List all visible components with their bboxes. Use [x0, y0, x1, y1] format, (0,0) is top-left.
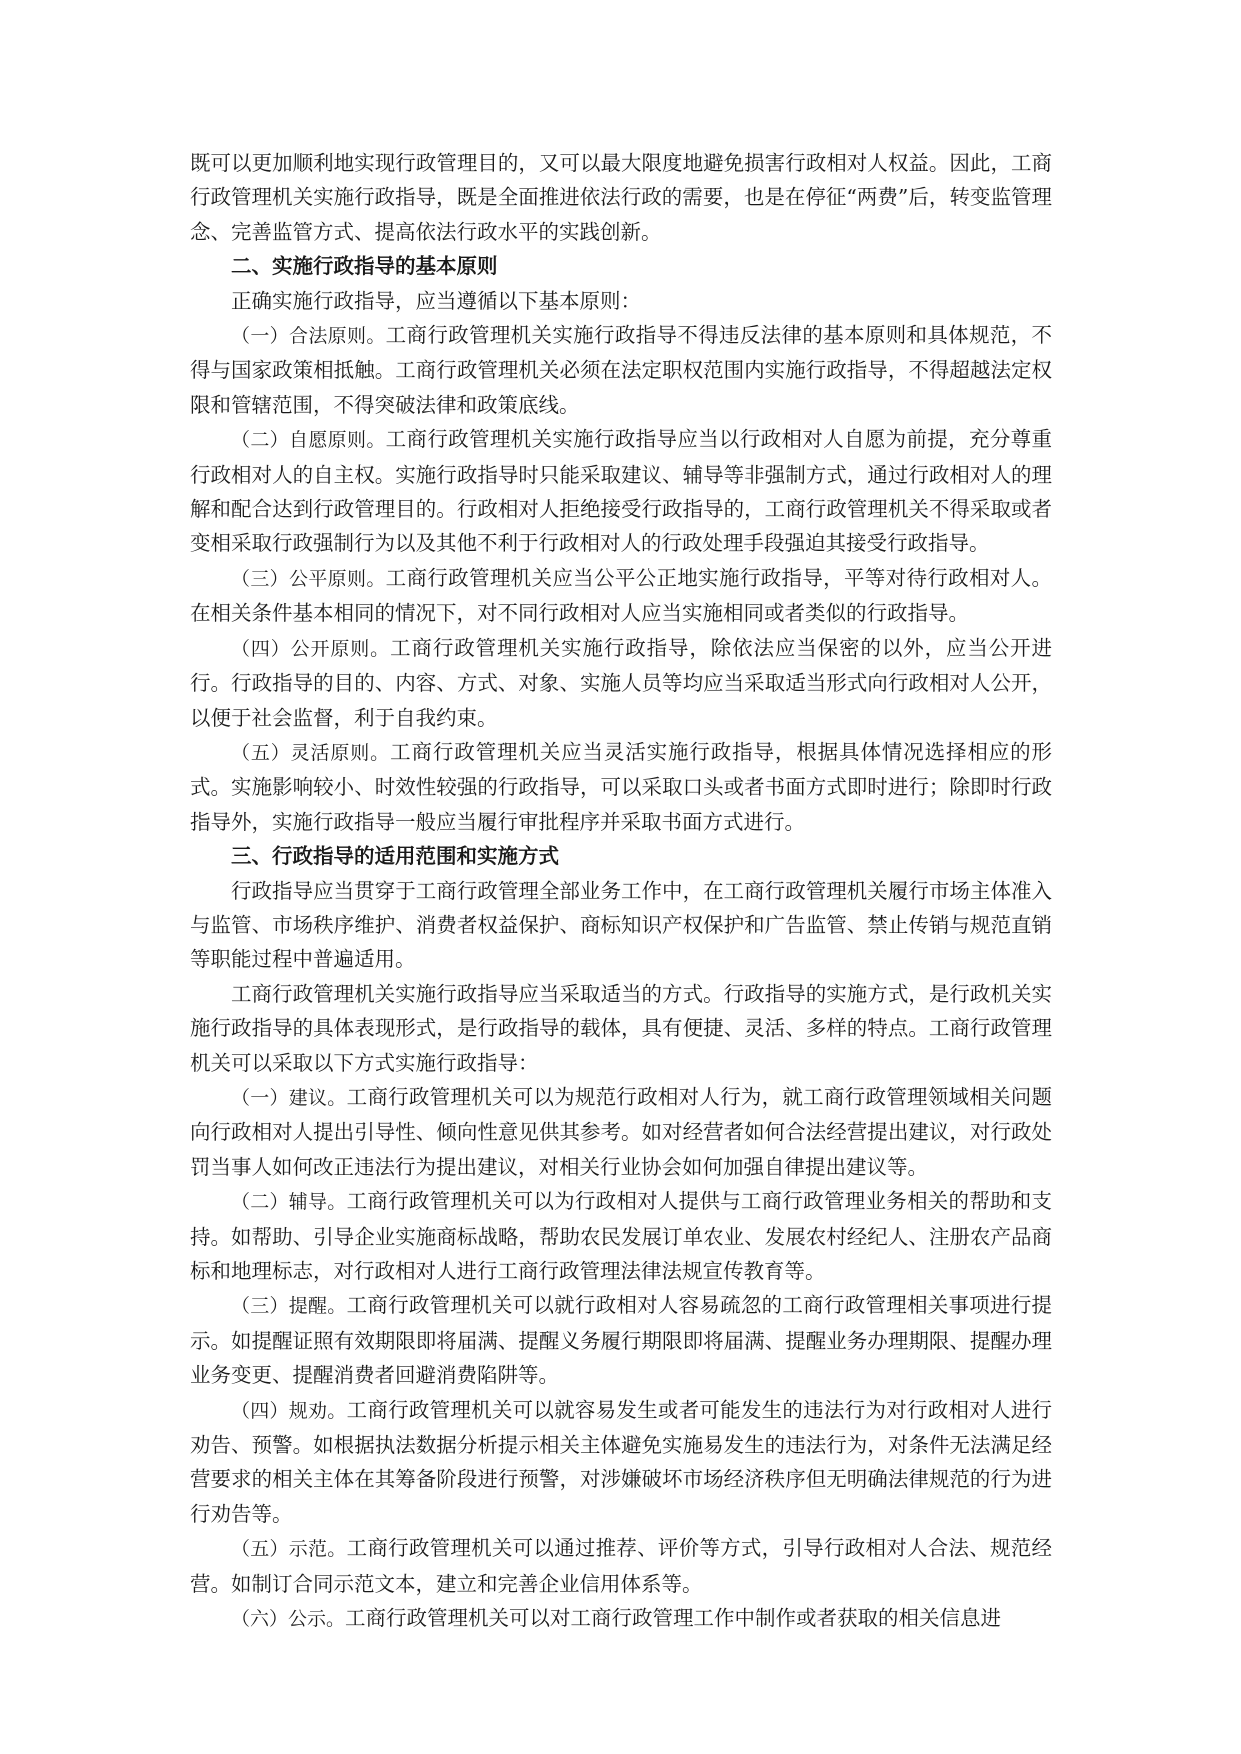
item-label: 公平原则。	[289, 567, 386, 590]
item-number: （二）	[231, 1191, 289, 1214]
item-number: （三）	[231, 567, 289, 590]
item-number: （一）	[231, 1086, 289, 1109]
document-page	[190, 146, 1052, 1636]
method-demonstration	[190, 1531, 1052, 1601]
item-number: （六）	[231, 1608, 289, 1631]
principle-flexibility	[190, 735, 1052, 839]
item-label: 规劝。	[288, 1399, 347, 1422]
item-number: （一）	[231, 325, 289, 348]
item-text: 工商行政管理机关可以为行政相对人提供与工商行政管理业务相关的帮助和支持。如帮助、引导企业实施商标战略，帮助农民发展订单农业、发展农村经纪人、注册农产品商标和地理标志，对行政相对人进行工商行政管理法律法规宣传教育等。	[190, 1189, 1052, 1283]
method-suggestion	[190, 1080, 1052, 1184]
item-text: 工商行政管理机关实施行政指导不得违反法律的基本原则和具体规范，不得与国家政策相抵触。工商行政管理机关必须在法定职权范围内实施行政指导，不得超越法定权限和管辖范围，不得突破法律和政策底线。	[190, 323, 1052, 417]
paragraph-intro-principles: 正确实施行政指导，应当遵循以下基本原则：	[231, 288, 641, 313]
section-heading-2: 二、实施行政指导的基本原则	[231, 254, 498, 279]
item-number: （四）	[231, 637, 291, 660]
principle-openness	[190, 631, 1052, 735]
item-number: （五）	[231, 1538, 289, 1561]
item-label: 自愿原则。	[289, 429, 386, 452]
item-text: 工商行政管理机关可以就容易发生或者可能发生的违法行为对行政相对人进行劝告、预警。如根据执法数据分析提示相关主体避免实施易发生的违法行为，对条件无法满足经营要求的相关主体在其筹备阶段进行预警，对涉嫌破坏市场经济秩序但无明确法律规范的行为进行劝告等。	[190, 1397, 1052, 1526]
paragraph-scope: 行政指导应当贯穿于工商行政管理全部业务工作中，在工商行政管理机关履行市场主体准入与监管、市场秩序维护、消费者权益保护、商标知识产权保护和广告监管、禁止传销与规范直销等职能过程中普遍适用。	[190, 878, 1052, 972]
item-number: （四）	[231, 1399, 289, 1422]
principle-fairness	[190, 561, 1052, 631]
item-text: 工商行政管理机关实施行政指导，除依法应当保密的以外，应当公开进行。行政指导的目的、内容、方式、对象、实施人员等均应当采取适当形式向行政相对人公开，以便于社会监督，利于自我约束。	[190, 635, 1052, 730]
paragraph-continuation: 既可以更加顺利地实现行政管理目的，又可以最大限度地避免损害行政相对人权益。因此，工商行政管理机关实施行政指导，既是全面推进依法行政的需要，也是在停征“两费”后，转变监管理念、完善监管方式、提高依法行政水平的实践创新。	[190, 151, 1052, 244]
item-number: （三）	[231, 1295, 289, 1318]
section-heading-3: 三、行政指导的适用范围和实施方式	[231, 844, 559, 869]
item-label: 建议。	[288, 1086, 347, 1109]
paragraph-methods-intro: 工商行政管理机关实施行政指导应当采取适当的方式。行政指导的实施方式，是行政机关实施行政指导的具体表现形式，是行政指导的载体，具有便捷、灵活、多样的特点。工商行政管理机关可以采取以下方式实施行政指导：	[190, 981, 1052, 1075]
item-label: 灵活原则。	[290, 741, 391, 764]
item-text: 工商行政管理机关可以通过推荐、评价等方式，引导行政相对人合法、规范经营。如制订合同示范文本，建立和完善企业信用体系等。	[190, 1536, 1052, 1596]
item-text: 工商行政管理机关实施行政指导应当以行政相对人自愿为前提，充分尊重行政相对人的自主权。实施行政指导时只能采取建议、辅导等非强制方式，通过行政相对人的理解和配合达到行政管理目的。行政相对人拒绝接受行政指导的，工商行政管理机关不得采取或者变相采取行政强制行为以及其他不利于行政相对人的行政处理手段强迫其接受行政指导。	[190, 427, 1052, 556]
item-label: 合法原则。	[289, 325, 386, 348]
item-number: （二）	[231, 429, 289, 452]
item-text: 工商行政管理机关应当公平公正地实施行政指导，平等对待行政相对人。在相关条件基本相同的情况下，对不同行政相对人应当实施相同或者类似的行政指导。	[190, 565, 1052, 626]
item-label: 提醒。	[288, 1295, 347, 1318]
item-label: 辅导。	[288, 1191, 347, 1214]
method-coaching	[190, 1184, 1052, 1288]
principle-legality	[190, 318, 1052, 422]
principle-voluntary	[190, 422, 1052, 561]
method-advice	[190, 1393, 1052, 1532]
item-text: 工商行政管理机关可以为规范行政相对人行为，就工商行政管理领域相关问题向行政相对人提出引导性、倾向性意见供其参考。如对经营者如何合法经营提出建议，对行政处罚当事人如何改正违法行为提出建议，对相关行业协会如何加强自律提出建议等。	[190, 1084, 1052, 1179]
item-label: 公示。	[288, 1608, 346, 1631]
item-label: 示范。	[288, 1538, 347, 1561]
item-text: 工商行政管理机关可以就行政相对人容易疏忽的工商行政管理相关事项进行提示。如提醒证照有效期限即将届满、提醒义务履行期限即将届满、提醒业务办理期限、提醒办理业务变更、提醒消费者回避消费陷阱等。	[190, 1293, 1052, 1388]
method-publication	[190, 1601, 1052, 1636]
item-number: （五）	[231, 741, 291, 764]
method-reminder	[190, 1288, 1052, 1392]
item-text: 工商行政管理机关应当灵活实施行政指导，根据具体情况选择相应的形式。实施影响较小、时效性较强的行政指导，可以采取口头或者书面方式即时进行；除即时行政指导外，实施行政指导一般应当履行审批程序并采取书面方式进行。	[190, 739, 1052, 834]
item-text: 工商行政管理机关可以对工商行政管理工作中制作或者获取的相关信息进	[345, 1606, 1002, 1631]
item-label: 公开原则。	[290, 637, 391, 660]
